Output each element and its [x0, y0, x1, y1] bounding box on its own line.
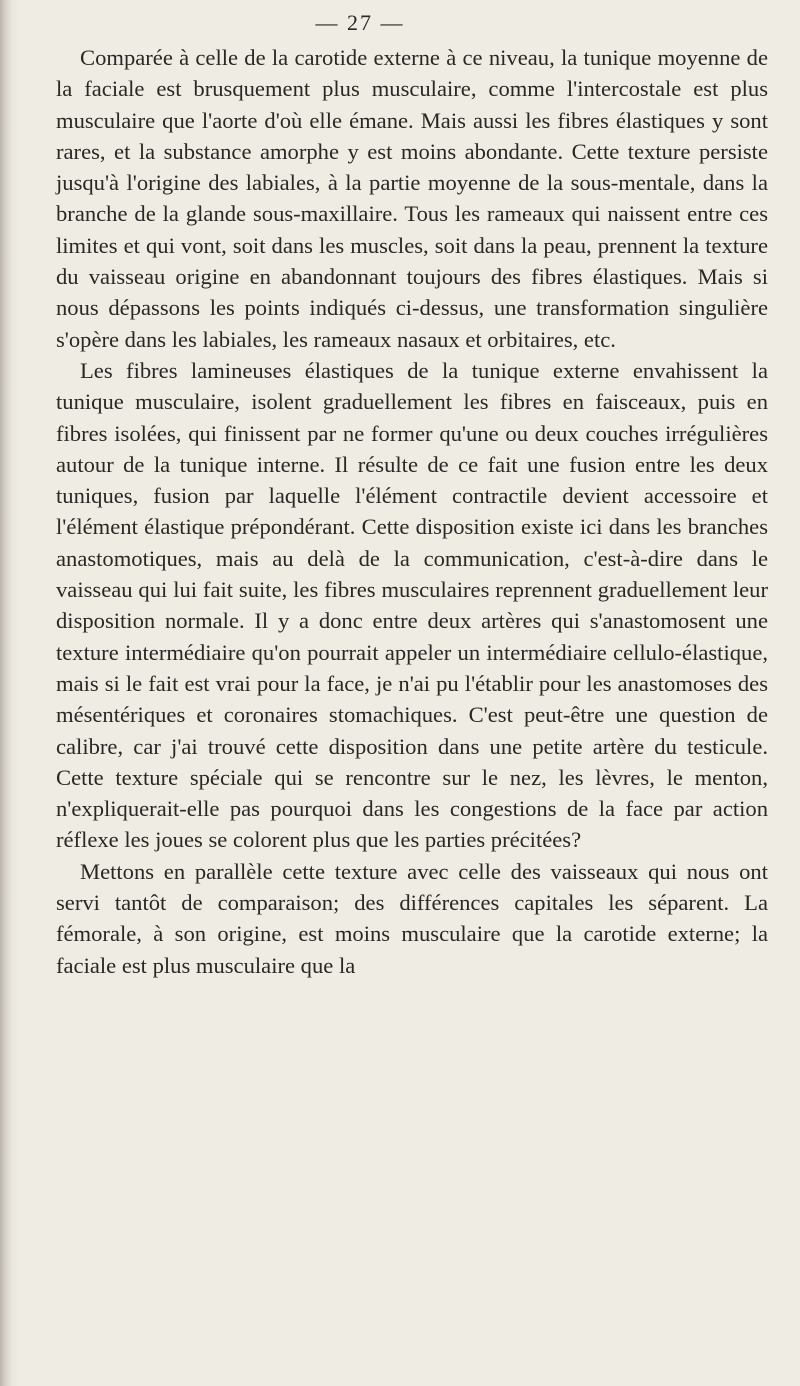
page-number: — 27 — — [315, 10, 405, 35]
paragraph-1: Comparée à celle de la carotide externe à ce niveau, la tunique moyenne de la faciale est brusquement plus musculaire, comme l'intercostale est plus musculaire que l'aorte d'où elle émane. Mais aussi les fibres élastiques y sont rares, et la substance amorphe y est moins abondante. Cette texture persiste jusqu'à l'origine des labiales, à la partie moyenne de la sous-mentale, dans la branche de la glande sous-maxillaire. Tous les rameaux qui naissent entre ces limites et qui vont, soit dans les muscles, soit dans la peau, prennent la texture du vaisseau origine en abandonnant toujours des fibres élastiques. Mais si nous dépassons les points indiqués ci-dessus, une transformation singulière s'opère dans les labiales, les rameaux nasaux et orbitaires, etc. — [56, 45, 768, 352]
paragraph-2: Les fibres lamineuses élastiques de la tunique externe envahissent la tunique musculaire, isolent graduellement les fibres en faisceaux, puis en fibres isolées, qui finissent par ne former qu'une ou deux couches irrégulières autour de la tunique interne. Il résulte de ce fait une fusion entre les deux tuniques, fusion par laquelle l'élément contractile devient accessoire et l'élément élastique prépondérant. Cette disposition existe ici dans les branches anastomotiques, mais au delà de la communication, c'est-à-dire dans le vaisseau qui lui fait suite, les fibres musculaires reprennent graduellement leur disposition normale. Il y a donc entre deux artères qui s'anastomosent une texture intermédiaire qu'on pourrait appeler un intermédiaire cellulo-élastique, mais si le fait est vrai pour la face, je n'ai pu l'établir pour les anastomoses des mésentériques et coronaires stomachiques. C'est peut-être une question de calibre, car j'ai trouvé cette disposition dans une petite artère du testicule. Cette texture spéciale qui se rencontre sur le nez, les lèvres, le menton, n'expliquerait-elle pas pourquoi dans les congestions de la face par action réflexe les joues se colorent plus que les parties précitées? — [56, 357, 768, 853]
page-binding-edge — [0, 0, 18, 1386]
paragraph-3: Mettons en parallèle cette texture avec celle des vaisseaux qui nous ont servi tantôt de comparaison; des différences capitales les séparent. La fémorale, à son origine, est moins musculaire que la carotide externe; la faciale est plus musculaire que la — [56, 858, 768, 978]
text-column — [56, 42, 768, 981]
